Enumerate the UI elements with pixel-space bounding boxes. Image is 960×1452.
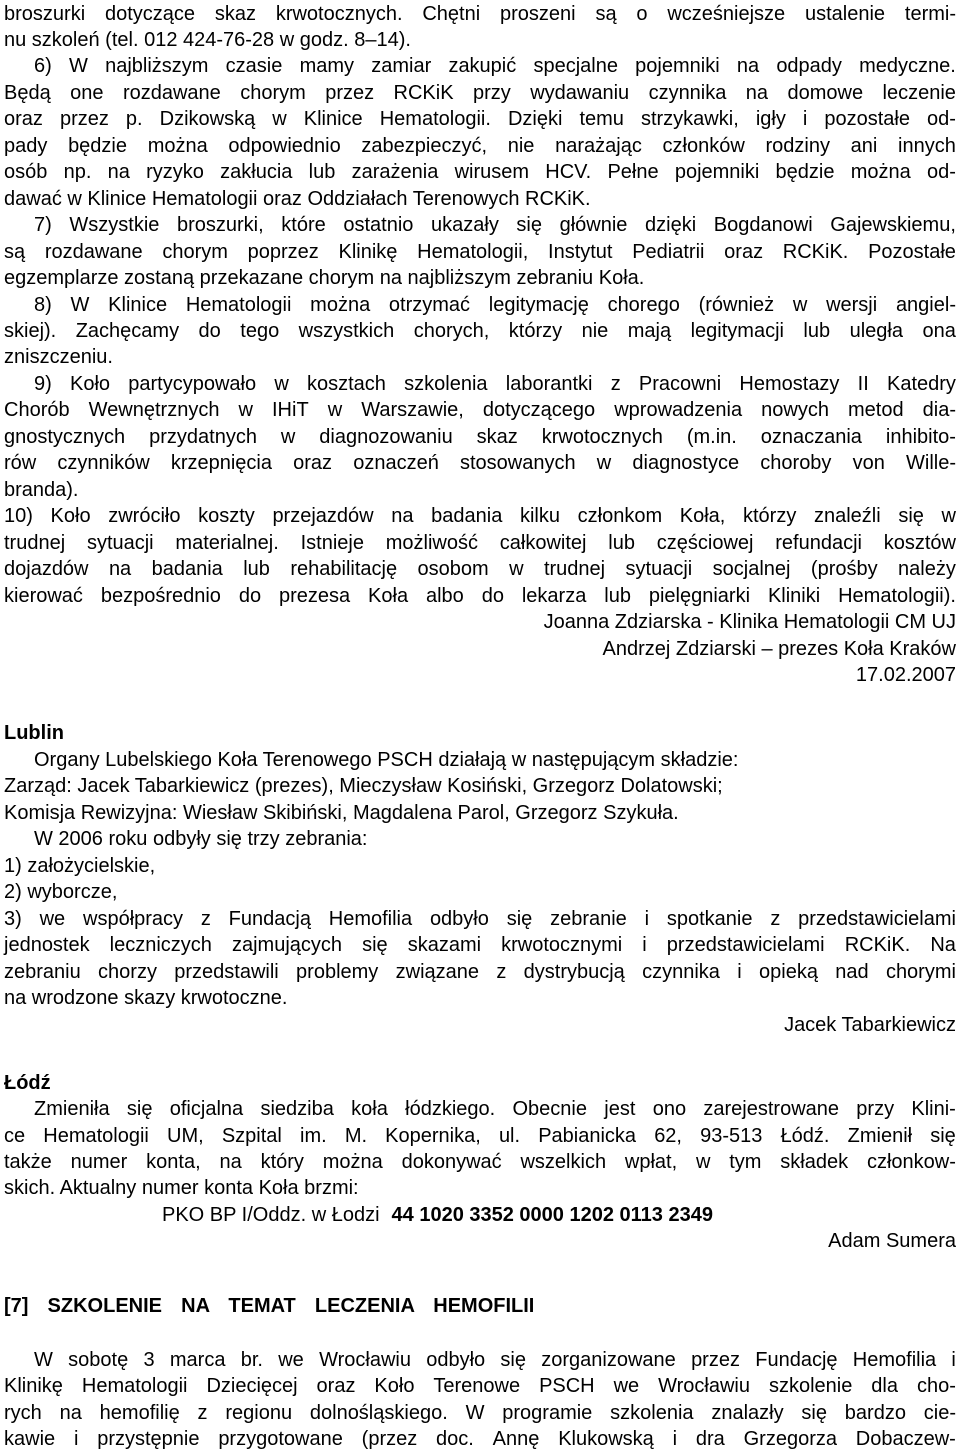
text-line: broszurki dotyczące skaz krwotocznych. Chętni proszeni są o wcześniejsze ustalenie termi- bbox=[4, 3, 956, 25]
text-line: 7) Wszystkie broszurki, które ostatnio ukazały się głównie dzięki Bogdanowi Gajewskiemu, bbox=[34, 214, 956, 236]
text-line: Zarząd: Jacek Tabarkiewicz (prezes), Mieczysław Kosiński, Grzegorz Dolatowski; bbox=[4, 775, 723, 797]
text-line: 6) W najbliższym czasie mamy zamiar zakupić specjalne pojemniki na odpady medyczne. bbox=[34, 55, 956, 77]
text-line: skich. Aktualny numer konta Koła brzmi: bbox=[4, 1177, 359, 1199]
text-line: 3) we współpracy z Fundacją Hemofilia odbyło się zebranie i spotkanie z przedstawicielami bbox=[4, 908, 956, 930]
text-line: Zmieniła się oficjalna siedziba koła łódzkiego. Obecnie jest ono zarejestrowane przy Klini- bbox=[34, 1098, 956, 1120]
text-line: dawać w Klinice Hematologii oraz Oddziałach Terenowych RCKiK. bbox=[4, 188, 591, 210]
text-line: osób np. na ryzyko zakłucia lub zarażenia wirusem HCV. Pełne pojemniki będzie można od- bbox=[4, 161, 956, 183]
text-line: kawie i przystępnie przygotowane (przez doc. Annę Klukowską i dra Grzegorza Dobaczew- bbox=[4, 1428, 956, 1450]
text-line: 1) założycielskie, bbox=[4, 855, 156, 877]
text-line: 17.02.2007 bbox=[855, 664, 956, 686]
text-line: zebraniu chorzy przedstawili problemy związane z dystrybucją czynnika i opieką nad chorymi bbox=[4, 961, 956, 983]
text-line: rów czynników krzepnięcia oraz oznaczeń stosowanych w diagnostyce choroby von Wille- bbox=[4, 452, 956, 474]
text-line: [7] SZKOLENIE NA TEMAT LECZENIA HEMOFILII bbox=[4, 1295, 535, 1317]
text-line: Klinikę Hematologii Dziecięcej oraz Koło Terenowe PSCH we Wrocławiu szkolenie dla cho- bbox=[4, 1375, 956, 1397]
text-line: ce Hematologii UM, Szpital im. M. Kopernika, ul. Pabianicka 62, 93-513 Łódź. Zmienił się bbox=[4, 1125, 956, 1147]
text-line: Komisja Rewizyjna: Wiesław Skibiński, Magdalena Parol, Grzegorz Szykuła. bbox=[4, 802, 679, 824]
text-line: trudnej sytuacji materialnej. Istnieje możliwość całkowitej lub częściowej refundacji kosztów bbox=[4, 532, 956, 554]
text-line: 9) Koło partycypowało w kosztach szkolenia laborantki z Pracowni Hemostazy II Katedry bbox=[34, 373, 956, 395]
text-line: nu szkoleń (tel. 012 424-76-28 w godz. 8–14). bbox=[4, 29, 411, 51]
text-line: branda). bbox=[4, 479, 79, 501]
text-line: gnostycznych przydatnych w diagnozowaniu skaz krwotocznych (m.in. oznaczania inhibito- bbox=[4, 426, 956, 448]
text-line: Lublin bbox=[4, 722, 64, 744]
text-line: 2) wyborcze, bbox=[4, 881, 118, 903]
text-line: Będą one rozdawane chorym przez RCKiK przy wydawaniu czynnika na domowe leczenie bbox=[4, 82, 956, 104]
account-number-line bbox=[4, 1202, 956, 1228]
text-line: 10) Koło zwróciło koszty przejazdów na badania kilku członkom Koła, którzy znaleźli się w bbox=[4, 505, 956, 527]
text-line: Andrzej Zdziarski – prezes Koła Kraków bbox=[602, 638, 956, 660]
text-line: Joanna Zdziarska - Klinika Hematologii CM UJ bbox=[543, 611, 956, 633]
text-line: na wrodzone skazy krwotoczne. bbox=[4, 987, 288, 1009]
text-line: W sobotę 3 marca br. we Wrocławiu odbyło się zorganizowane przez Fundację Hemofilia i bbox=[34, 1349, 956, 1371]
text-line: dojazdów na badania lub rehabilitację osobom w trudnej sytuacji socjalnej (prośby należy bbox=[4, 558, 956, 580]
text-line: Organy Lubelskiego Koła Terenowego PSCH działają w następującym składzie: bbox=[34, 749, 739, 771]
text-line: Chorób Wewnętrznych w IHiT w Warszawie, dotyczącego wprowadzenia nowych metod dia- bbox=[4, 399, 956, 421]
text-line: zniszczeniu. bbox=[4, 346, 113, 368]
text-line: Łódź bbox=[4, 1072, 51, 1094]
account-number: 44 1020 3352 0000 1202 0113 2349 bbox=[391, 1204, 713, 1226]
bank-name: PKO BP I/Oddz. w Łodzi bbox=[162, 1204, 380, 1226]
text-line: pady będzie można odpowiednio zabezpieczyć, nie narażając członków rodziny ani innych bbox=[4, 135, 956, 157]
text-line: 8) W Klinice Hematologii można otrzymać legitymację chorego (również w wersji angiel- bbox=[34, 294, 956, 316]
text-line: skiej). Zachęcamy do tego wszystkich chorych, którzy nie mają legitymacji lub uległa ona bbox=[4, 320, 956, 342]
text-line: W 2006 roku odbyły się trzy zebrania: bbox=[34, 828, 368, 850]
text-line: egzemplarze zostaną przekazane chorym na najbliższym zebraniu Koła. bbox=[4, 267, 645, 289]
text-line: są rozdawane chorym poprzez Klinikę Hematologii, Instytut Pediatrii oraz RCKiK. Pozostałe bbox=[4, 241, 956, 263]
text-line: także numer konta, na który można dokonywać wszelkich wpłat, w tym składek członkow- bbox=[4, 1151, 956, 1173]
text-line: rych na hemofilię z regionu dolnośląskiego. W programie szkolenia znalazły się bardzo cie- bbox=[4, 1402, 956, 1424]
text-line: Adam Sumera bbox=[828, 1230, 956, 1252]
text-line: oraz przez p. Dzikowską w Klinice Hematologii. Dzięki temu strzykawki, igły i pozostałe od- bbox=[4, 108, 956, 130]
text-line: kierować bezpośrednio do prezesa Koła albo do lekarza lub pielęgniarki Kliniki Hematologii). bbox=[4, 585, 956, 607]
text-line: jednostek leczniczych zajmujących się skazami krwotocznymi i przedstawicielami RCKiK. Na bbox=[4, 934, 956, 956]
text-line: Jacek Tabarkiewicz bbox=[784, 1014, 956, 1036]
